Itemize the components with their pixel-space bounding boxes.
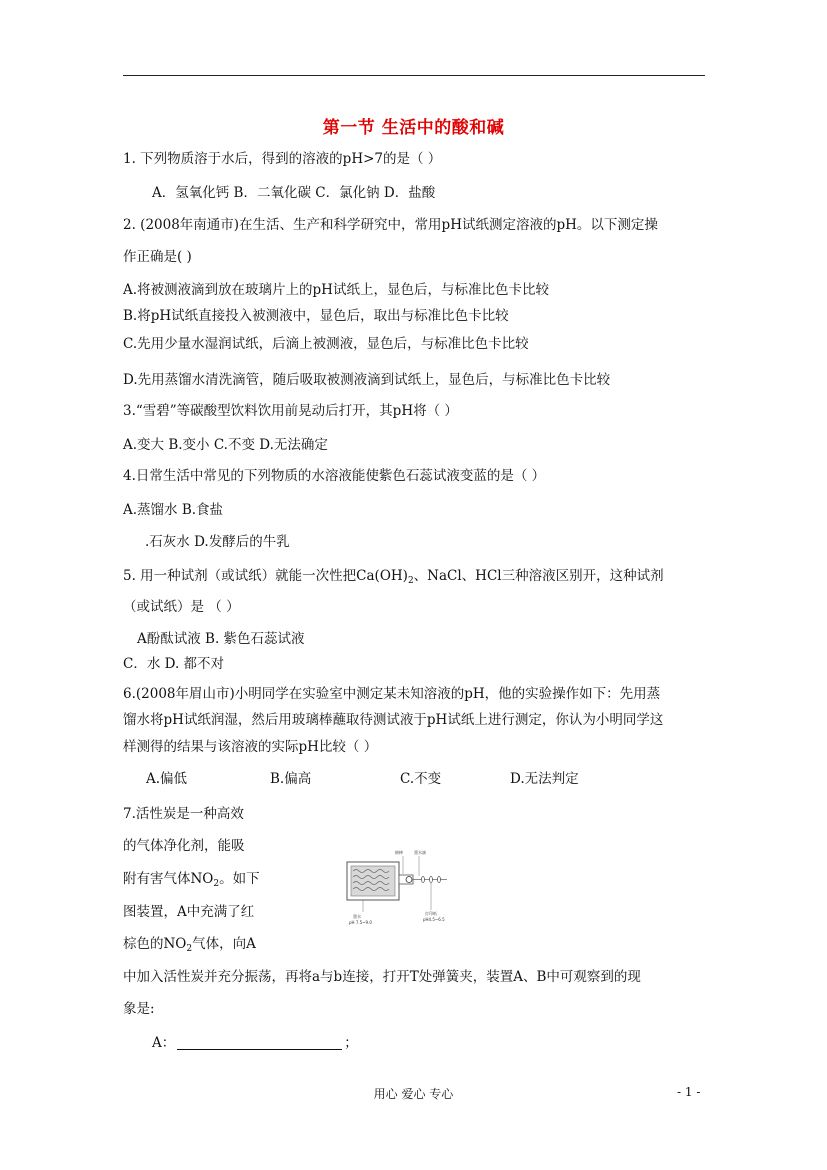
q2-option-d: D.先用蒸馏水清洗滴管，随后吸取被测液滴到试纸上，显色后，与标准比色卡比较 [123, 372, 611, 388]
q2-option-c: C.先用少量水湿润试纸，后滴上被测液，显色后，与标准比色卡比较 [123, 336, 529, 352]
q5-options-line2: C．水 D. 都不对 [123, 656, 225, 672]
q6-option-b: B.偏高 [270, 771, 312, 787]
q4-options-line1: A.蒸馏水 B.食盐 [123, 502, 224, 518]
q7-line5: 棕色的$NO_2$气体，向A [123, 936, 256, 954]
q5-stem-line2: （或试纸）是 （ ） [123, 599, 240, 615]
page-footer: 用心 爱心 专心 [373, 1087, 454, 1101]
figure-label-bottom-right-1: 打印纸 [425, 911, 437, 916]
q7-line2: 的气体净化剂，能吸 [123, 838, 245, 854]
q7-line4: 图装置，A中充满了红 [123, 904, 255, 920]
q4-options-line2: .石灰水 D.发酵后的牛乳 [145, 534, 290, 550]
figure-label-top-left: 棉棒 [395, 850, 403, 855]
q7-answer-a: A： ； [152, 1035, 358, 1051]
q6-option-a: A.偏低 [146, 771, 188, 787]
q5-stem-line1: 5. 用一种试剂（或试纸）就能一次性把$Ca(OH)_2$、NaCl、HCl三种溶液区别开，这种试剂 [123, 568, 664, 586]
figure-label-bottom-right-2: pH4.5~6.5 [423, 917, 445, 922]
header-rule [123, 75, 705, 76]
q2-option-a: A.将被测液滴到放在玻璃片上的pH试纸上，显色后，与标准比色卡比较 [123, 282, 549, 298]
q3-stem: 3.“雪碧”等碳酸型饮料饮用前晃动后打开，其pH将（ ） [123, 403, 458, 419]
q7-line6: 中加入活性炭并充分振荡，再将a与b连接，打开T处弹簧夹，装置A、B中可观察到的现 [123, 969, 641, 985]
page-number: - 1 - [677, 1085, 701, 1099]
q2-option-b: B.将pH试纸直接投入被测液中，显色后，取出与标准比色卡比较 [123, 308, 509, 324]
figure-label-top-right: 墨水滴 [414, 850, 426, 855]
figure-label-bottom-left-2: pH 7.5~9.0 [349, 920, 372, 925]
q1-options: A．氢氧化钙 B．二氧化碳 C．氯化钠 D．盐酸 [152, 185, 436, 201]
q6-option-d: D.无法判定 [510, 771, 579, 787]
q7-line1: 7.活性炭是一种高效 [123, 806, 244, 822]
q5-options-line1: A酚酞试液 B. 紫色石蕊试液 [137, 631, 305, 647]
apparatus-figure [343, 848, 449, 932]
q6-option-c: C.不变 [400, 771, 442, 787]
q1-stem: 1. 下列物质溶于水后，得到的溶液的pH>7的是（ ） [123, 151, 442, 167]
q6-stem-line2: 馏水将pH试纸润湿，然后用玻璃棒蘸取待测试液于pH试纸上进行测定，你认为小明同学这 [123, 712, 664, 728]
answer-blank[interactable] [177, 1035, 342, 1050]
figure-label-bottom-left-1: 墨水 [353, 914, 361, 919]
q6-stem-line3: 样测得的结果与该溶液的实际pH比较（ ） [123, 739, 378, 755]
q4-stem: 4.日常生活中常见的下列物质的水溶液能使紫色石蕊试液变蓝的是（ ） [123, 468, 546, 484]
q2-stem-line1: 2. (2008年南通市)在生活、生产和科学研究中，常用pH试纸测定溶液的pH。以下测定操 [123, 217, 658, 233]
q7-line3: 附有害气体$NO_2$。如下 [123, 871, 260, 889]
q6-stem-line1: 6.(2008年眉山市)小明同学在实验室中测定某未知溶液的pH，他的实验操作如下：先用蒸 [123, 686, 661, 702]
q7-line7: 象是: [123, 1001, 155, 1017]
section-title: 第一节 生活中的酸和碱 [322, 118, 505, 138]
q3-options: A.变大 B.变小 C.不变 D.无法确定 [123, 437, 328, 453]
q2-stem-line2: 作正确是( ) [123, 249, 192, 265]
